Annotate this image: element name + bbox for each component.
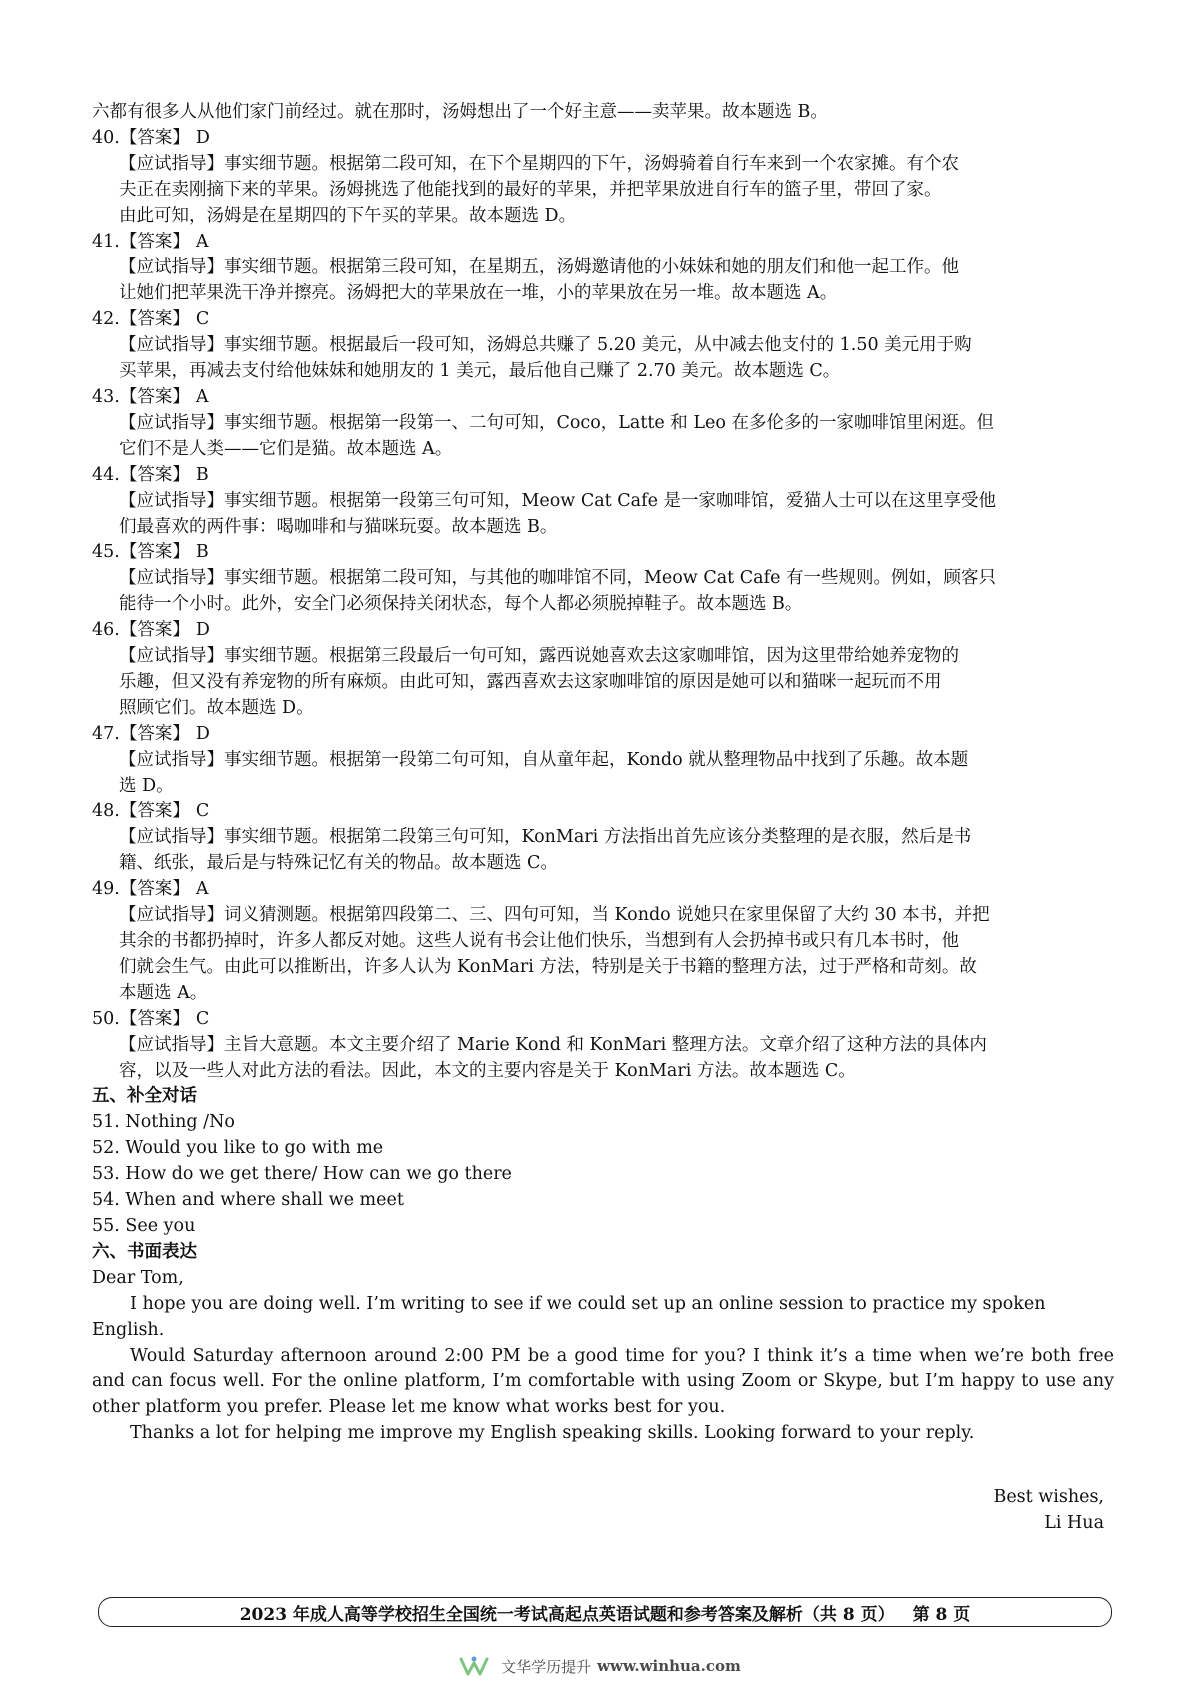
guide-text: 事实细节题。根据第三段最后一句可知，露西说她喜欢去这家咖啡馆，因为这里带给她养宠物的 xyxy=(224,646,959,667)
guide-line xyxy=(92,204,1114,230)
question-number: 41. xyxy=(92,231,120,252)
question-number: 49. xyxy=(92,879,120,900)
guide-text: 词义猜测题。根据第四段第二、三、四句可知，当 Kondo 说她只在家里保留了大约 30 本书，并把 xyxy=(224,905,990,926)
guide-line xyxy=(92,437,1114,463)
guide-text: 事实细节题。根据第二段第三句可知，KonMari 方法指出首先应该分类整理的是衣服，然后是书 xyxy=(224,827,972,848)
question-number: 40. xyxy=(92,127,120,148)
answer-label: 【答案】 xyxy=(119,542,190,563)
guide-label: 【应试指导】 xyxy=(119,153,224,174)
guide-text: 事实细节题。根据第二段可知，在下个星期四的下午，汤姆骑着自行车来到一个农家摊。有个农 xyxy=(224,153,959,174)
guide-text: 们最喜欢的两件事：喝咖啡和与猫咪玩耍。故本题选 B。 xyxy=(119,516,558,537)
guide-line xyxy=(92,825,1114,851)
guide-line xyxy=(92,955,1114,981)
guide-line xyxy=(92,178,1114,204)
guide-line xyxy=(92,696,1114,722)
guide-line xyxy=(92,981,1114,1007)
guide-line xyxy=(92,903,1114,929)
guide-line xyxy=(92,851,1114,877)
page-number: 第 8 页 xyxy=(912,1604,971,1625)
answer-row xyxy=(92,540,1114,566)
answer-value: A xyxy=(195,231,209,252)
guide-label: 【应试指导】 xyxy=(119,749,224,770)
guide-line xyxy=(92,929,1114,955)
guide-text: 本题选 A。 xyxy=(119,982,208,1003)
answer-row xyxy=(92,722,1114,748)
answer-label: 【答案】 xyxy=(119,879,190,900)
question-number: 50. xyxy=(92,1008,120,1029)
question-number: 46. xyxy=(92,620,120,641)
guide-label: 【应试指导】 xyxy=(119,646,224,667)
guide-label: 【应试指导】 xyxy=(119,490,224,511)
guide-text: 主旨大意题。本文主要介绍了 Marie Kond 和 KonMari 整理方法。文章介绍了这种方法的具体内 xyxy=(224,1034,987,1055)
guide-text: 事实细节题。根据第一段第一、二句可知，Coco，Latte 和 Leo 在多伦多的一家咖啡馆里闲逛。但 xyxy=(224,412,994,433)
guide-line xyxy=(92,748,1114,774)
answer-row xyxy=(92,126,1114,152)
guide-text: 选 D。 xyxy=(119,775,174,796)
dialogue-answer-item: 51. Nothing /No xyxy=(92,1112,235,1133)
question-number: 47. xyxy=(92,723,120,744)
letter-paragraph-1: I hope you are doing well. I’m writing to see if we could set up an online session to practice my spoken English. xyxy=(92,1293,1046,1340)
guide-line xyxy=(92,644,1114,670)
dialogue-answer-item: 52. Would you like to go with me xyxy=(92,1138,384,1159)
guide-text: 事实细节题。根据第三段可知，在星期五，汤姆邀请他的小妹妹和她的朋友们和他一起工作。他 xyxy=(224,257,959,278)
guide-text: 夫正在卖刚摘下来的苹果。汤姆挑选了他能找到的最好的苹果，并把苹果放进自行车的篮子里，带回了家。 xyxy=(119,179,942,200)
guide-label: 【应试指导】 xyxy=(119,1034,224,1055)
guide-text: 其余的书都扔掉时，许多人都反对她。这些人说有书会让他们快乐，当想到有人会扔掉书或只有几本书时，他 xyxy=(119,931,959,951)
guide-text: 由此可知，汤姆是在星期四的下午买的苹果。故本题选 D。 xyxy=(119,205,577,226)
footer-title: 2023 年成人高等学校招生全国统一考试高起点英语试题和参考答案及解析（共 8 页） xyxy=(239,1604,895,1625)
guide-text: 容，以及一些人对此方法的看法。因此，本文的主要内容是关于 KonMari 方法。故本题选 C。 xyxy=(119,1060,856,1081)
guide-text: 让她们把苹果洗干净并擦亮。汤姆把大的苹果放在一堆，小的苹果放在另一堆。故本题选 A。 xyxy=(119,283,838,304)
guide-text: 事实细节题。根据第一段第三句可知，Meow Cat Cafe 是一家咖啡馆，爱猫人士可以在这里享受他 xyxy=(224,490,996,511)
guide-text: 它们不是人类——它们是猫。故本题选 A。 xyxy=(119,438,453,459)
guide-label: 【应试指导】 xyxy=(119,335,224,356)
guide-label: 【应试指导】 xyxy=(119,827,224,848)
document-body xyxy=(92,100,1114,1537)
answer-label: 【答案】 xyxy=(119,620,190,641)
answer-label: 【答案】 xyxy=(119,231,190,252)
guide-label: 【应试指导】 xyxy=(119,412,224,433)
question-number: 48. xyxy=(92,801,120,822)
answer-row xyxy=(92,230,1114,256)
guide-text: 事实细节题。根据第二段可知，与其他的咖啡馆不同，Meow Cat Cafe 有一些规则。例如，顾客只 xyxy=(224,568,996,589)
answer-label: 【答案】 xyxy=(119,723,190,744)
answer-value: A xyxy=(195,879,209,900)
watermark-brand: 文华学历提升 xyxy=(501,1657,592,1676)
answer-label: 【答案】 xyxy=(119,386,190,407)
guide-text: 乐趣，但又没有养宠物的所有麻烦。由此可知，露西喜欢去这家咖啡馆的原因是她可以和猫咪一起玩而不用 xyxy=(119,671,942,692)
guide-text: 照顾它们。故本题选 D。 xyxy=(119,697,314,718)
dialogue-answer-item: 53. How do we get there/ How can we go there xyxy=(92,1164,512,1185)
guide-line xyxy=(92,281,1114,307)
answer-row xyxy=(92,799,1114,825)
guide-line xyxy=(92,774,1114,800)
answer-value: D xyxy=(195,127,210,148)
guide-line xyxy=(92,255,1114,281)
answer-label: 【答案】 xyxy=(119,1008,190,1029)
question-number: 42. xyxy=(92,309,120,330)
answer-row xyxy=(92,877,1114,903)
guide-line xyxy=(92,592,1114,618)
watermark xyxy=(0,1655,1200,1677)
letter-greeting: Dear Tom, xyxy=(92,1267,184,1288)
answer-value: B xyxy=(195,542,209,563)
question-number: 44. xyxy=(92,464,120,485)
page-footer xyxy=(98,1597,1112,1627)
answer-value: D xyxy=(195,620,210,641)
dialogue-answers xyxy=(92,1110,1114,1240)
continuation-text: 六都有很多人从他们家门前经过。就在那时，汤姆想出了一个好主意——卖苹果。故本题选 B。 xyxy=(92,102,828,122)
guide-label: 【应试指导】 xyxy=(119,568,224,589)
guide-text: 买苹果，再减去支付给他妹妹和她朋友的 1 美元，最后他自己赚了 2.70 美元。故本题选 C。 xyxy=(119,361,841,382)
answer-value: C xyxy=(195,309,210,330)
guide-line xyxy=(92,333,1114,359)
answer-row xyxy=(92,385,1114,411)
guide-line xyxy=(92,489,1114,515)
dialogue-answer-item: 55. See you xyxy=(92,1215,196,1236)
guide-label: 【应试指导】 xyxy=(119,257,224,278)
answer-list xyxy=(92,126,1114,1085)
answer-value: C xyxy=(195,801,210,822)
answer-label: 【答案】 xyxy=(119,464,190,485)
guide-line xyxy=(92,1059,1114,1085)
letter-paragraph-3: Thanks a lot for helping me improve my English speaking skills. Looking forward to your reply. xyxy=(130,1423,975,1444)
watermark-url: www.winhua.com xyxy=(597,1657,741,1675)
answer-row xyxy=(92,307,1114,333)
answer-label: 【答案】 xyxy=(119,309,190,330)
guide-line xyxy=(92,1033,1114,1059)
answer-row xyxy=(92,618,1114,644)
letter-closing: Best wishes, xyxy=(993,1487,1104,1508)
answer-value: C xyxy=(195,1008,210,1029)
guide-text: 事实细节题。根据第一段第二句可知，自从童年起，Kondo 就从整理物品中找到了乐趣。故本题 xyxy=(224,749,969,770)
dialogue-answer-item: 54. When and where shall we meet xyxy=(92,1190,404,1211)
winhua-logo-icon xyxy=(459,1655,493,1677)
letter-signature: Li Hua xyxy=(1044,1513,1104,1534)
guide-line xyxy=(92,152,1114,178)
answer-value: B xyxy=(195,464,209,485)
answer-label: 【答案】 xyxy=(119,801,190,822)
guide-text: 们就会生气。由此可以推断出，许多人认为 KonMari 方法，特别是关于书籍的整理方法，过于严格和苛刻。故 xyxy=(119,956,977,977)
section5-title: 五、补全对话 xyxy=(92,1086,197,1107)
guide-line xyxy=(92,359,1114,385)
guide-text: 事实细节题。根据最后一段可知，汤姆总共赚了 5.20 美元，从中减去他支付的 1.50 美元用于购 xyxy=(224,335,972,356)
answer-value: D xyxy=(195,723,210,744)
guide-line xyxy=(92,515,1114,541)
guide-line xyxy=(92,566,1114,592)
letter-paragraph-2: Would Saturday afternoon around 2:00 PM be a good time for you? I think it’s a time when we’re both free and can focus well. For the online platform, I’m comfortable with using Zoom or Skype, but I’m happy to use any other platform you prefer. Please let me know what works best for you. xyxy=(92,1345,1114,1418)
answer-row xyxy=(92,1007,1114,1033)
answer-value: A xyxy=(195,386,209,407)
section6-title: 六、书面表达 xyxy=(92,1241,197,1262)
guide-line xyxy=(92,670,1114,696)
answer-label: 【答案】 xyxy=(119,127,190,148)
question-number: 45. xyxy=(92,542,120,563)
guide-text: 籍、纸张，最后是与特殊记忆有关的物品。故本题选 C。 xyxy=(119,853,558,874)
answer-row xyxy=(92,463,1114,489)
question-number: 43. xyxy=(92,386,120,407)
guide-label: 【应试指导】 xyxy=(119,905,224,926)
guide-line xyxy=(92,411,1114,437)
guide-text: 能待一个小时。此外，安全门必须保持关闭状态，每个人都必须脱掉鞋子。故本题选 B。 xyxy=(119,594,803,615)
